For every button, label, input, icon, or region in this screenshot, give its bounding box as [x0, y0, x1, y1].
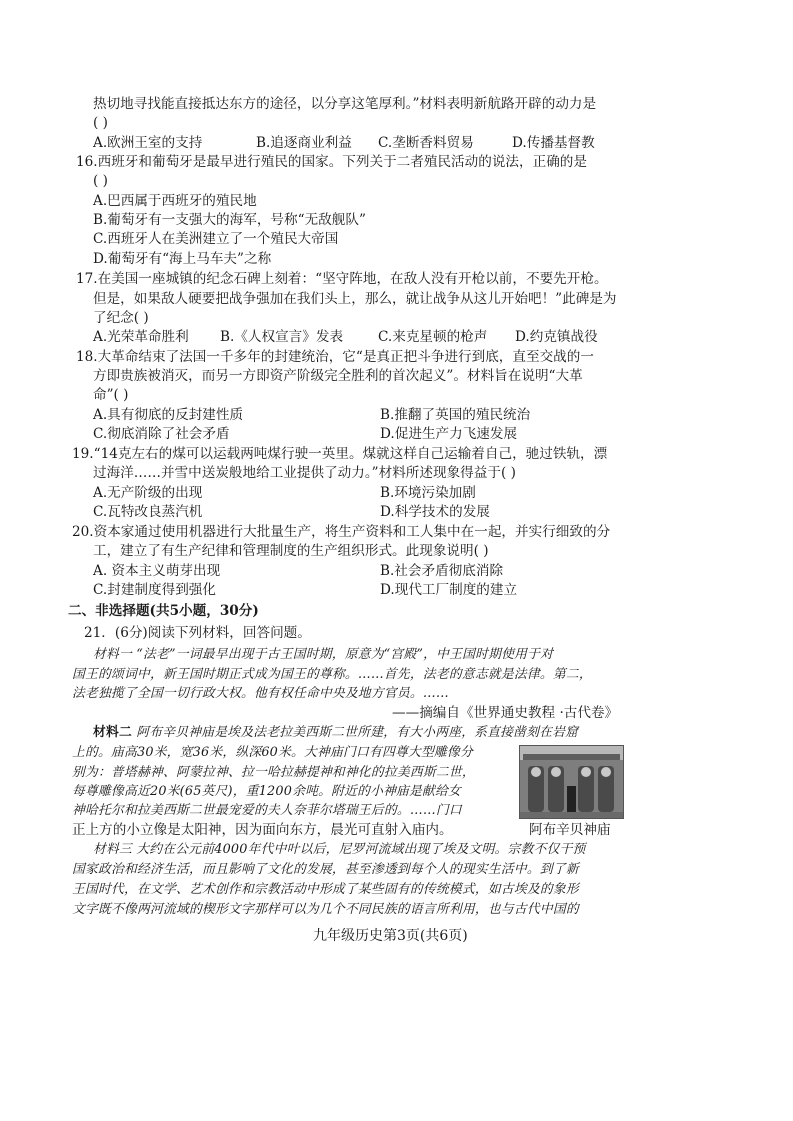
q18-stem-line: 18.大革命结束了法国一千多年的封建统治，它“是真正把斗争进行到底，直至交战的一	[76, 349, 594, 365]
page-footer: 九年级历史第3页(共6页)	[313, 928, 468, 944]
q15-option-c: C.垄断香料贸易	[378, 135, 474, 151]
q17-stem-line: 17.在美国一座城镇的纪念石碑上刻着：“坚守阵地，在敌人没有开枪以前，不要先开枪。	[76, 271, 608, 287]
material-2-first-line	[93, 723, 578, 742]
q19-option-b: B.环境污染加剧	[380, 485, 476, 501]
q18-option-b: B.推翻了英国的殖民统治	[380, 407, 531, 423]
q19-stem-line: 过海洋……并雪中送炭般地给工业提供了动力。”材料所述现象得益于( )	[93, 465, 516, 481]
q17-stem-line: 了纪念( )	[93, 310, 149, 326]
q19-option-d: D.科学技术的发展	[380, 504, 490, 520]
q15-answer-paren: ( )	[93, 115, 108, 131]
q18-option-a: A.具有彻底的反封建性质	[93, 407, 244, 423]
q18-option-d: D.促进生产力飞速发展	[380, 426, 518, 442]
material-3-line: 国家政治和经济生活，而且影响了文化的发展，甚至渗透到每个人的现实生活中。到了新	[72, 862, 579, 877]
q18-stem-line: 命”( )	[93, 387, 129, 403]
photo-caption: 阿布辛贝神庙	[529, 822, 611, 838]
temple-illustration	[520, 746, 623, 818]
q16-answer-paren: ( )	[93, 173, 108, 189]
material-2-label: 材料二	[93, 725, 132, 740]
material-2-line: 上的。庙高30米，宽36米，纵深60米。大神庙门口有四尊大型雕像分	[72, 745, 473, 760]
q16-option-a: A.巴西属于西班牙的殖民地	[93, 193, 257, 209]
q16-stem: 16.西班牙和葡萄牙是最早进行殖民的国家。下列关于二者殖民活动的说法，正确的是	[76, 154, 587, 170]
material-3-line: 王国时代，在文学、艺术创作和宗教活动中形成了某些固有的传统模式，如古埃及的象形	[72, 882, 579, 897]
q15-option-b: B.追逐商业利益	[256, 135, 352, 151]
q15-option-d: D.传播基督教	[512, 135, 595, 151]
q18-stem-line: 方即贵族被消灭，而另一方即资产阶级完全胜利的首次起义”。材料旨在说明“大革	[93, 368, 583, 384]
q15-stem-line: 热切地寻找能直接抵达东方的途径，以分享这笔厚利。”材料表明新航路开辟的动力是	[93, 96, 597, 112]
material-2-line: 每尊雕像高近20米(65英尺)，重1200余吨。附近的小神庙是献给女	[72, 784, 462, 799]
q21-stem: 21．(6分)阅读下列材料，回答问题。	[84, 625, 311, 641]
material-1-line: 国王的颂词中，新王国时期正式成为国王的尊称。……首先，法老的意志就是法律。第二，	[72, 667, 592, 682]
q19-option-c: C.瓦特改良蒸汽机	[93, 504, 203, 520]
material-2-line: 神哈托尔和拉美西斯二世最宠爱的夫人奈菲尔塔瑞王后的。……门口	[72, 803, 462, 818]
material-3-line: 材料三 大约在公元前4000年代中叶以后，尼罗河流域出现了埃及文明。宗教不仅干预	[93, 842, 586, 857]
q20-option-c: C.封建制度得到强化	[93, 582, 216, 598]
abu-simbel-photo	[519, 745, 624, 819]
material-2-line: 正上方的小立像是太阳神，因为面向东方，晨光可直射入庙内。	[72, 822, 453, 838]
q17-option-b: B.《人权宣言》发表	[220, 329, 344, 345]
q17-option-c: C.来克星顿的枪声	[378, 329, 488, 345]
material-1-line: 材料一 “法老”一词最早出现于古王国时期，原意为“宫殿”，中王国时期使用于对	[93, 647, 554, 662]
q18-option-c: C.彻底消除了社会矛盾	[93, 426, 230, 442]
section-heading: 二、非选择题(共5小题，30分)	[68, 603, 259, 619]
q19-stem-line: 19.“14克左右的煤可以运载两吨煤行驶一英里。煤就这样自己运输着自己，驰过铁轨，漂	[72, 446, 608, 462]
q16-option-c: C.西班牙人在美洲建立了一个殖民大帝国	[93, 231, 339, 247]
q20-option-b: B.社会矛盾彻底消除	[380, 563, 504, 579]
q17-option-a: A.光荣革命胜利	[93, 329, 189, 345]
material-3-line: 文字既不像两河流域的楔形文字那样可以为几个不同民族的语言所利用，也与古代中国的	[72, 902, 579, 917]
material-1-line: 法老独揽了全国一切行政大权。他有权任命中央及地方官员。……	[72, 686, 449, 701]
q15-option-a: A.欧洲王室的支持	[93, 135, 203, 151]
q20-stem-line: 工，建立了有生产纪律和管理制度的生产组织形式。此现象说明( )	[93, 543, 489, 559]
q20-stem-line: 20.资本家通过使用机器进行大批量生产，将生产资料和工人集中在一起，并实行细致的分	[72, 524, 611, 540]
q17-stem-line: 但是，如果敌人硬要把战争强加在我们头上，那么，就让战争从这儿开始吧！”此碑是为	[93, 291, 617, 307]
q19-option-a: A.无产阶级的出现	[93, 485, 203, 501]
q20-option-a: A. 资本主义萌芽出现	[93, 563, 221, 579]
q17-option-d: D.约克镇战役	[515, 329, 598, 345]
q20-option-d: D.现代工厂制度的建立	[380, 582, 518, 598]
material-2-line: 别为：普塔赫神、阿蒙拉神、拉一哈拉赫提神和神化的拉美西斯二世，	[72, 765, 475, 780]
q16-option-d: D.葡萄牙有“海上马车夫”之称	[93, 251, 272, 267]
material-1-source: ——摘编自《世界通史教程 ·古代卷》	[392, 705, 619, 721]
q16-option-b: B.葡萄牙有一支强大的海军，号称“无敌舰队”	[93, 212, 366, 228]
material-2-line-text: 阿布辛贝神庙是埃及法老拉美西斯二世所建，有大小两座，系直接凿刻在岩窟	[132, 725, 579, 740]
